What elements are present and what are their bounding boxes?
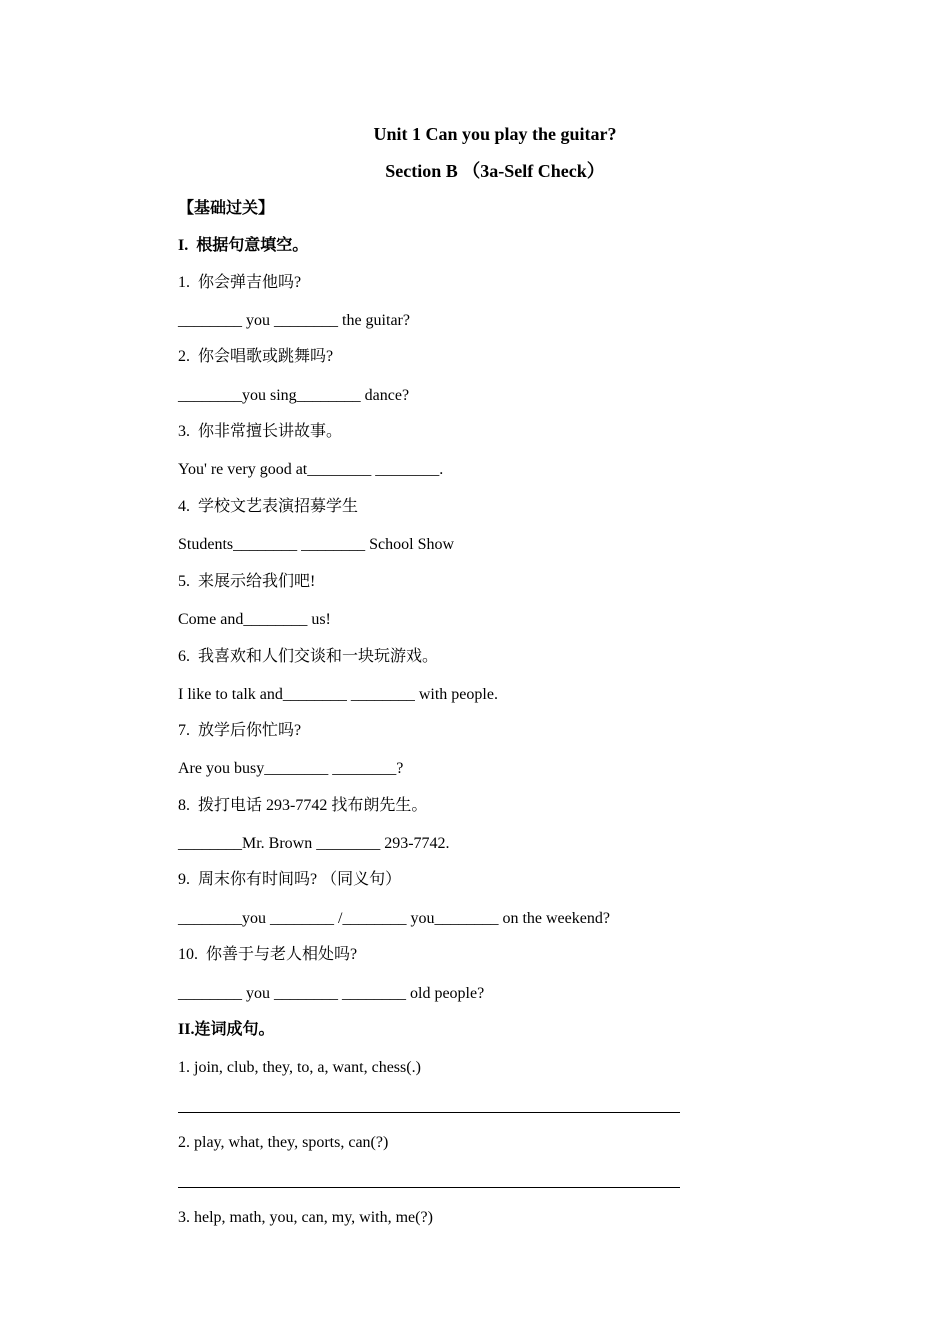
- question-prompt: 6. 我喜欢和人们交谈和一块玩游戏。: [178, 648, 439, 665]
- question-answer: Are you busy________ ________?: [178, 760, 404, 777]
- question-prompt: 2. play, what, they, sports, can(?): [178, 1134, 389, 1151]
- question-prompt: 3. 你非常擅长讲故事。: [178, 423, 343, 440]
- page-title: Unit 1 Can you play the guitar?: [373, 124, 617, 144]
- answer-line: [178, 1187, 680, 1188]
- answer-line: [178, 1112, 680, 1113]
- page-subtitle: Section B （3a-Self Check）: [385, 161, 605, 181]
- question-answer: Come and________ us!: [178, 611, 331, 628]
- question-prompt: 9. 周末你有时间吗? （同义句）: [178, 871, 402, 888]
- question-answer: You' re very good at________ ________.: [178, 461, 444, 478]
- question-prompt: 3. help, math, you, can, my, with, me(?): [178, 1209, 433, 1226]
- question-answer: ________Mr. Brown ________ 293-7742.: [178, 835, 450, 852]
- question-prompt: 7. 放学后你忙吗?: [178, 722, 302, 739]
- part2-heading: II.连词成句。: [178, 1021, 275, 1038]
- section-label: 【基础过关】: [178, 200, 275, 217]
- question-prompt: 4. 学校文艺表演招募学生: [178, 498, 359, 515]
- question-answer: Students________ ________ School Show: [178, 536, 455, 553]
- question-prompt: 8. 拨打电话 293-7742 找布朗先生。: [178, 797, 428, 814]
- question-answer: ________you ________ /________ you________ on the weekend?: [178, 910, 610, 927]
- question-prompt: 1. join, club, they, to, a, want, chess(.): [178, 1059, 421, 1076]
- question-prompt: 1. 你会弹吉他吗?: [178, 274, 302, 291]
- question-answer: ________ you ________ ________ old people?: [178, 985, 485, 1002]
- question-answer: ________you sing________ dance?: [178, 387, 410, 404]
- question-answer: ________ you ________ the guitar?: [178, 312, 410, 329]
- part1-heading: I. 根据句意填空。: [178, 237, 309, 254]
- question-answer: I like to talk and________ ________ with people.: [178, 686, 498, 703]
- question-prompt: 5. 来展示给我们吧!: [178, 573, 316, 590]
- question-prompt: 10. 你善于与老人相处吗?: [178, 946, 358, 963]
- question-prompt: 2. 你会唱歌或跳舞吗?: [178, 348, 334, 365]
